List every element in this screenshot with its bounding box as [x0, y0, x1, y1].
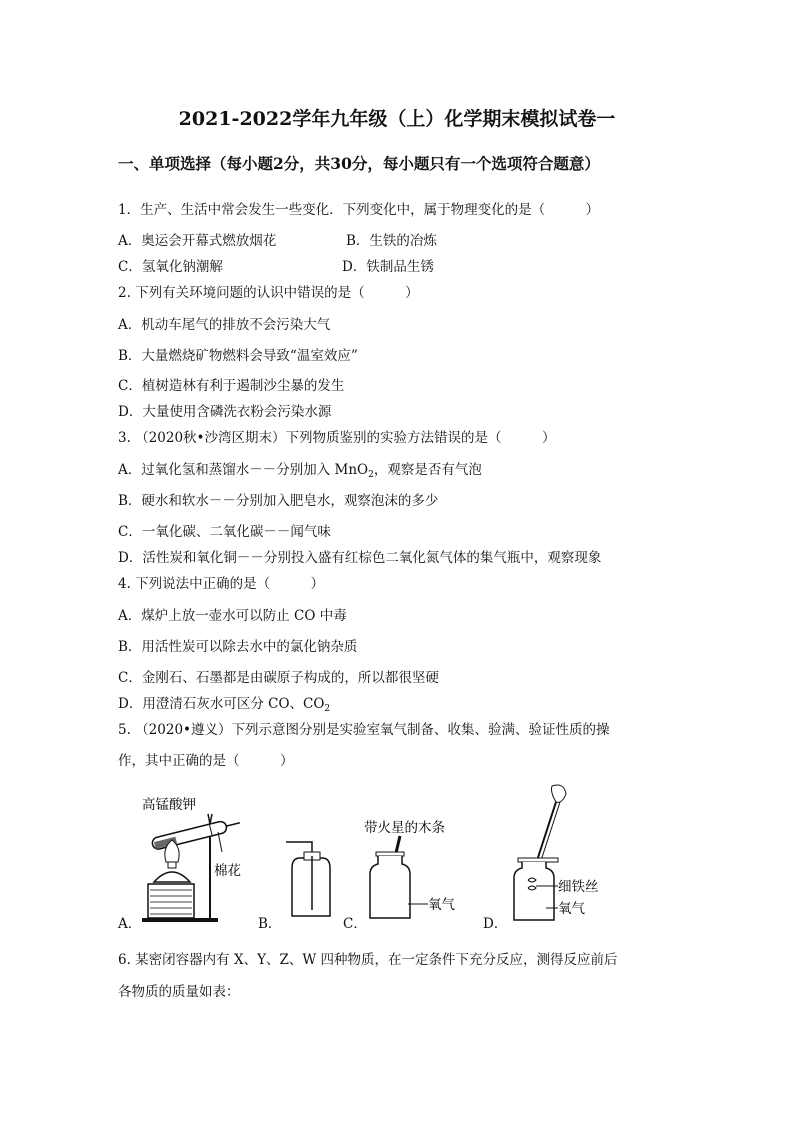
q5-stem-line1: 5. （2020•遵义）下列示意图分别是实验室氧气制备、收集、验满、验证性质的操	[118, 722, 610, 738]
q1-option-d: D．铁制品生锈	[342, 259, 434, 275]
q4-option-a: A．煤炉上放一壶水可以防止 CO 中毒	[118, 608, 347, 624]
q3-option-c: C．一氧化碳、二氧化碳－－闻气味	[118, 524, 331, 540]
q2-option-d: D．大量使用含磷洗衣粉会污染水源	[118, 404, 332, 420]
q4-option-b: B．用活性炭可以除去水中的氯化钠杂质	[118, 639, 358, 655]
q5-label-d: D．	[483, 916, 508, 932]
q4-stem: 4. 下列说法中正确的是（ ）	[118, 576, 325, 592]
q3-option-d: D．活性炭和氧化铜－－分别投入盛有红棕色二氧化氮气体的集气瓶中，观察现象	[118, 550, 602, 566]
svg-text:细铁丝: 细铁丝	[558, 879, 599, 895]
svg-text:高锰酸钾: 高锰酸钾	[142, 797, 196, 813]
q5-label-c: C．	[343, 916, 367, 932]
q6-stem-line2: 各物质的质量如表：	[118, 984, 240, 1000]
q5-label-b: B．	[258, 916, 282, 932]
q1-stem: 1．生产、生活中常会发生一些变化．下列变化中，属于物理变化的是（ ）	[118, 202, 600, 218]
svg-text:氧气: 氧气	[428, 897, 455, 913]
q2-option-c: C．植树造林有利于遏制沙尘暴的发生	[118, 378, 345, 394]
q3-option-b: B．硬水和软水－－分别加入肥皂水，观察泡沫的多少	[118, 493, 439, 509]
q1-option-b: B．生铁的冶炼	[346, 233, 437, 249]
section-heading: 一、单项选择（每小题2分，共30分，每小题只有一个选项符合题意）	[118, 154, 600, 173]
q2-option-b: B．大量燃烧矿物燃料会导致“温室效应”	[118, 348, 358, 364]
q5-label-a: A．	[118, 916, 142, 932]
q1-option-a: A．奥运会开幕式燃放烟花	[118, 233, 277, 249]
svg-text:棉花: 棉花	[214, 863, 241, 879]
q3-option-a: A．过氧化氢和蒸馏水－－分别加入 MnO$_2$，观察是否有气泡	[118, 462, 482, 480]
q4-option-d: D．用澄清石灰水可区分 CO、$CO_2$	[118, 696, 331, 714]
q1-option-c: C．氢氧化钠潮解	[118, 259, 223, 275]
figure-b-gas-bottle	[282, 836, 338, 922]
svg-text:氧气: 氧气	[558, 901, 585, 917]
figure-d-iron-wire	[500, 780, 612, 926]
q3-stem: 3. （2020秋•沙湾区期末）下列物质鉴别的实验方法错误的是（ ）	[118, 430, 556, 446]
page-title: 2021-2022学年九年级（上）化学期末模拟试卷一	[178, 108, 616, 130]
q2-option-a: A．机动车尾气的排放不会污染大气	[118, 317, 331, 333]
figure-c-splint-test	[360, 818, 470, 924]
q6-stem-line1: 6. 某密闭容器内有 X、Y、Z、W 四种物质，在一定条件下充分反应，测得反应前后	[118, 952, 618, 968]
q4-option-c: C．金刚石、石墨都是由碳原子构成的，所以都很坚硬	[118, 670, 439, 686]
q5-stem-line2: 作，其中正确的是（ ）	[118, 753, 294, 769]
figure-a-apparatus	[132, 790, 258, 926]
svg-text:带火星的木条: 带火星的木条	[364, 820, 445, 836]
q2-stem: 2. 下列有关环境问题的认识中错误的是（ ）	[118, 285, 419, 301]
